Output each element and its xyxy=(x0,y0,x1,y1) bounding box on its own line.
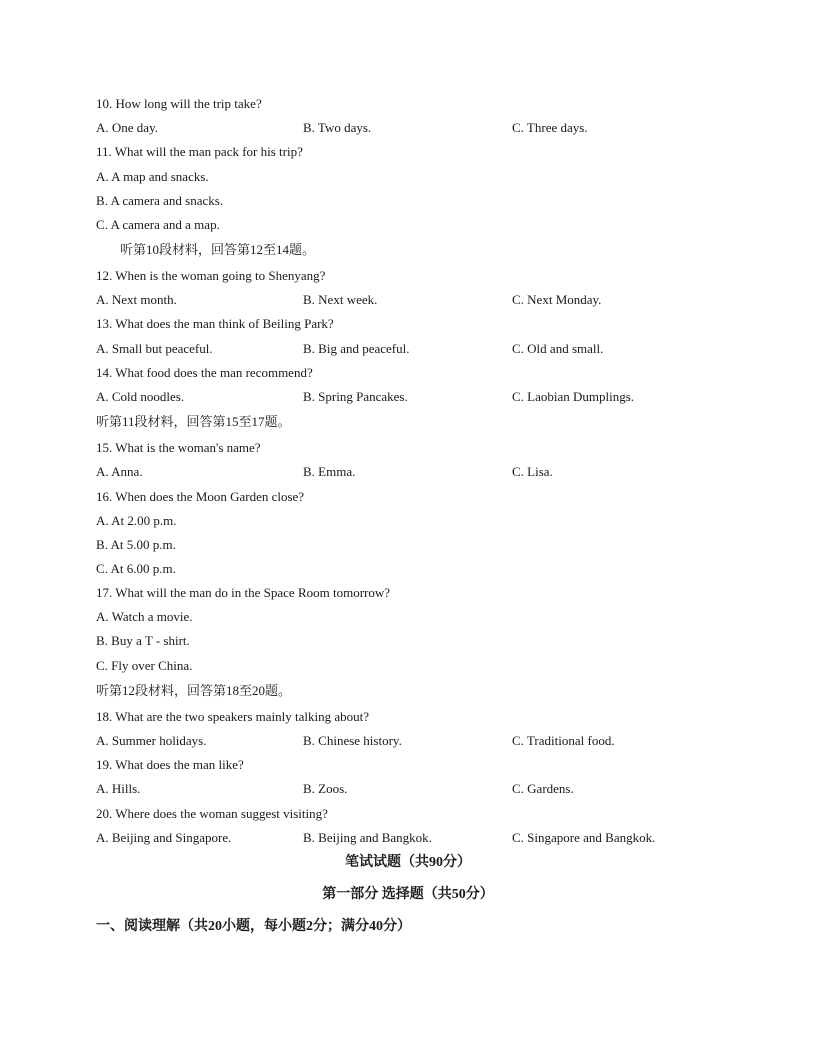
question-19-stem: 19. What does the man like? xyxy=(96,757,244,772)
question-14-option-c: C. Laobian Dumplings. xyxy=(512,389,635,404)
question-12-option-b: B. Next week. xyxy=(303,292,378,307)
question-13-option-a: A. Small but peaceful. xyxy=(96,341,213,356)
question-11-option-c: C. A camera and a map. xyxy=(96,217,220,232)
question-12-option-a: A. Next month. xyxy=(96,292,177,307)
question-17-option-a: A. Watch a movie. xyxy=(96,609,193,624)
instruction-section-10: 听第10段材料，回答第12至14题。 xyxy=(120,242,316,257)
question-13-option-b: B. Big and peaceful. xyxy=(303,341,410,356)
question-13-stem: 13. What does the man think of Beiling Park? xyxy=(96,316,334,331)
question-20-option-c: C. Singapore and Bangkok. xyxy=(512,830,656,845)
question-15-option-a: A. Anna. xyxy=(96,464,143,479)
part-one-title: 第一部分 选择题（共50分） xyxy=(322,887,494,902)
question-20-option-a: A. Beijing and Singapore. xyxy=(96,830,232,845)
reading-comprehension-title: 一、阅读理解（共20小题，每小题2分；满分40分） xyxy=(96,919,411,934)
instruction-section-12: 听第12段材料，回答第18至20题。 xyxy=(96,683,292,698)
question-10-option-b: B. Two days. xyxy=(303,120,372,135)
question-16-option-c: C. At 6.00 p.m. xyxy=(96,561,176,576)
question-19-option-b: B. Zoos. xyxy=(303,781,348,796)
question-14-stem: 14. What food does the man recommend? xyxy=(96,365,313,380)
question-17-option-b: B. Buy a T - shirt. xyxy=(96,633,190,648)
instruction-section-11: 听第11段材料，回答第15至17题。 xyxy=(96,414,291,429)
question-20-option-b: B. Beijing and Bangkok. xyxy=(303,830,432,845)
question-18-option-c: C. Traditional food. xyxy=(512,733,615,748)
question-13-option-c: C. Old and small. xyxy=(512,341,604,356)
question-10-option-c: C. Three days. xyxy=(512,120,588,135)
question-18-stem: 18. What are the two speakers mainly talking about? xyxy=(96,709,370,724)
question-12-stem: 12. When is the woman going to Shenyang? xyxy=(96,268,326,283)
question-10-stem: 10. How long will the trip take? xyxy=(96,96,262,111)
question-18-option-a: A. Summer holidays. xyxy=(96,733,207,748)
question-18-option-b: B. Chinese history. xyxy=(303,733,402,748)
question-12-option-c: C. Next Monday. xyxy=(512,292,602,307)
question-14-option-b: B. Spring Pancakes. xyxy=(303,389,408,404)
question-15-option-c: C. Lisa. xyxy=(512,464,553,479)
question-10-option-a: A. One day. xyxy=(96,120,158,135)
question-11-stem: 11. What will the man pack for his trip? xyxy=(96,144,303,159)
question-14-option-a: A. Cold noodles. xyxy=(96,389,185,404)
question-17-stem: 17. What will the man do in the Space Room tomorrow? xyxy=(96,585,391,600)
question-19-option-c: C. Gardens. xyxy=(512,781,574,796)
question-16-option-a: A. At 2.00 p.m. xyxy=(96,513,177,528)
question-15-option-b: B. Emma. xyxy=(303,464,356,479)
question-20-stem: 20. Where does the woman suggest visiting? xyxy=(96,806,328,821)
question-17-option-c: C. Fly over China. xyxy=(96,658,193,673)
question-16-stem: 16. When does the Moon Garden close? xyxy=(96,489,305,504)
question-15-stem: 15. What is the woman's name? xyxy=(96,440,261,455)
question-11-option-a: A. A map and snacks. xyxy=(96,169,209,184)
question-11-option-b: B. A camera and snacks. xyxy=(96,193,224,208)
written-test-title: 笔试试题（共90分） xyxy=(345,855,471,870)
question-16-option-b: B. At 5.00 p.m. xyxy=(96,537,176,552)
question-19-option-a: A. Hills. xyxy=(96,781,141,796)
